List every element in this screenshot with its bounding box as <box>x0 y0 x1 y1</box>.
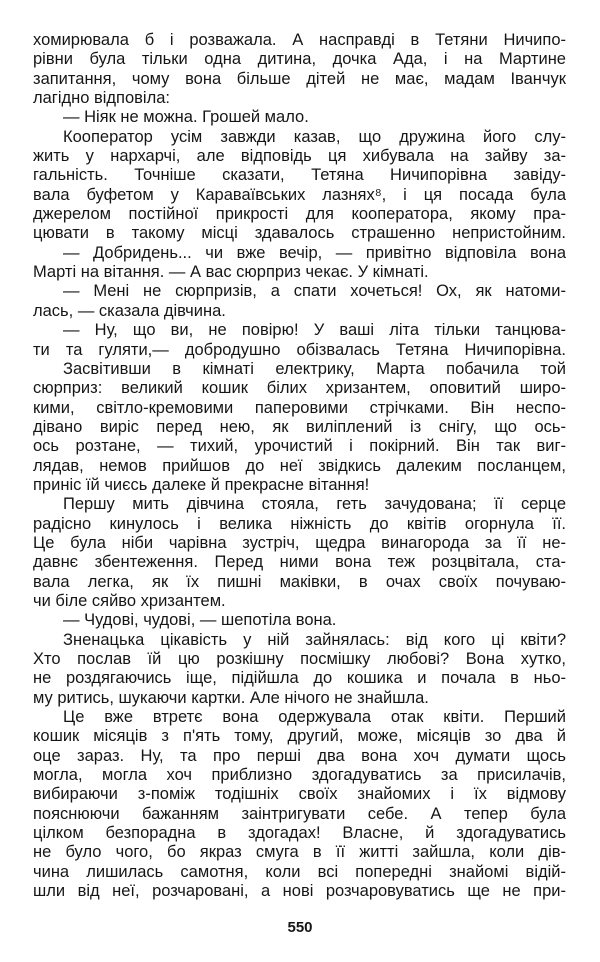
book-page-text <box>33 31 566 901</box>
text-line: сюрприз: великий кошик білих хризантем, оповитий широ- <box>33 379 566 398</box>
text-line: гальність. Точніше сказати, Тетяна Ничипорівна завіду- <box>33 166 566 185</box>
text-line: кошик місяців з п'ять тому, другий, може, місяців зо два й <box>33 727 566 746</box>
text-line: могла, могла хоч приблизно здогадуватись за присилачів, <box>33 766 566 785</box>
text-line: радісно кинулось і велика ніжність до квітів огорнула її. <box>33 514 566 533</box>
text-line: Першу мить дівчина стояла, геть зачудована; її серце <box>63 495 566 514</box>
text-line: кими, світло-кремовими паперовими стрічками. Він неспо- <box>33 398 566 417</box>
text-line: цілком безпорадна в здогадах! Власне, й здогадуватись <box>33 824 566 843</box>
text-line: приніс їй чиєсь далеке й прекрасне вітання! <box>33 475 370 494</box>
text-line: джерелом постійної прикрості для кооператора, якому пра- <box>33 205 566 224</box>
text-line: Хто послав їй цю розкішну посмішку любові? Вона хутко, <box>33 650 566 668</box>
text-line: не було чого, бо якраз смуга в її житті зайшла, коли дів- <box>33 843 566 862</box>
text-line: — Мені не сюрпризів, а спати хочеться! Ох, як натоми- <box>63 282 566 301</box>
text-line: хомирювала б і розважала. А насправді в Тетяни Ничипо- <box>33 31 566 49</box>
text-line: — Ніяк не можна. Грошей мало. <box>63 108 309 127</box>
text-line: оце зараз. Ну, та про перші два вона хоч думати щось <box>33 746 566 765</box>
text-line: не роздягаючись іще, підійшла до кошика и почала в ньо- <box>33 669 566 688</box>
text-line: — Чудові, чудові, — шепотіла вона. <box>63 611 337 630</box>
text-line: му ритись, шукаючи картки. Але нічого не знайшла. <box>33 688 429 707</box>
text-line: вала буфетом у Караваївських лазнях⁸, і ця посада була <box>33 185 566 204</box>
text-line: давнє збентеження. Перед ними вона теж розцвітала, ста- <box>33 553 566 572</box>
text-line: Кооператор усім завжди казав, що дружина його слу- <box>63 127 566 146</box>
text-line: Засвітивши в кімнаті електрику, Марта побачила той <box>63 359 566 378</box>
text-line: цювати в такому місці здавалось страшенно непристойним. <box>33 224 566 243</box>
text-line: жить у нархарчі, але відповідь ця хибувала на зайву за- <box>33 147 566 166</box>
text-line: ось розтане, — тихий, урочистий і покірний. Він так виг- <box>33 437 566 456</box>
text-line: шли від неї, розчаровані, а нові розчаровуватись ще не при- <box>33 882 566 901</box>
text-line: пояснюючи бажанням заінтригувати себе. А тепер була <box>33 804 566 823</box>
text-line: Це вже втретє вона одержувала отак квіти. Перший <box>63 708 566 727</box>
page-number: 550 <box>287 919 313 936</box>
text-line: Марті на вітання. — А вас сюрприз чекає. У кімнаті. <box>33 263 429 282</box>
text-line: лядав, немов прийшов до неї звідкись далеким посланцем, <box>33 456 566 475</box>
text-line: чина лишилась самотня, коли всі попередні знайомі відій- <box>33 862 566 881</box>
text-line: дівано виріс перед нею, як виліплений із снігу, що ось- <box>33 417 566 436</box>
text-line: — Добридень... чи вже вечір, — привітно відповіла вона <box>63 243 566 262</box>
text-line: рівни була тільки одна дитина, дочка Ада, і на Мартине <box>33 50 566 69</box>
text-line: вибираючи з-поміж тодішніх своїх знайомих і їх відмову <box>33 785 566 804</box>
text-line: лагідно відповіла: <box>33 89 170 108</box>
text-line: Це була ніби чарівна зустріч, щедра винагорода за її не- <box>33 533 566 552</box>
text-line: чи біле сяйво хризантем. <box>33 591 226 610</box>
text-line: запитання, чому вона більше дітей не має, мадам Іванчук <box>33 69 566 88</box>
text-line: — Ну, що ви, не повірю! У ваші літа тільки танцюва- <box>63 321 566 340</box>
text-line: ти та гуляти,— добродушно обізвалась Тетяна Ничипорівна. <box>33 340 566 359</box>
text-line: лась, — сказала дівчина. <box>33 301 226 320</box>
text-line: Зненацька цікавість у ній зайнялась: від кого ці квіти? <box>63 630 566 649</box>
text-line: вала легка, як їх пишні маківки, в очах своїх почуваю- <box>33 572 566 591</box>
